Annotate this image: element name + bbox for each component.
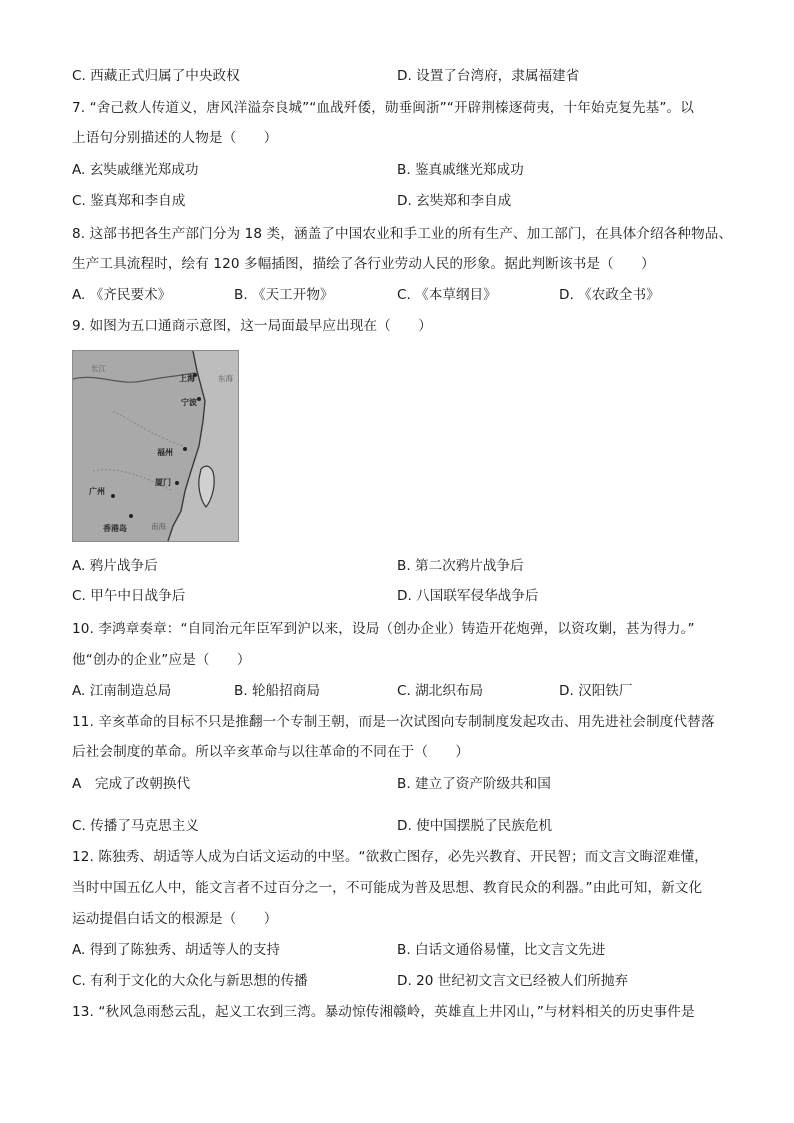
- q11-option-c[interactable]: C. 传播了马克思主义: [72, 818, 199, 834]
- q12-stem-line-2: 当时中国五亿人中，能文言者不过百分之一，不可能成为普及思想、教育民众的利器。”由此可知，新文化: [72, 880, 703, 896]
- map-label-ningbo: 宁波: [181, 398, 197, 407]
- q8-option-b[interactable]: B. 《天工开物》: [234, 287, 334, 303]
- q12-stem-line-1: 12. 陈独秀、胡适等人成为白话文运动的中坚。“欲救亡图存，必先兴教育、开民智；而文言文晦涩难懂，: [72, 849, 709, 865]
- map-label-hongkong: 香港岛: [103, 524, 127, 533]
- map-label-xiamen: 厦门: [155, 478, 171, 487]
- q6-option-d[interactable]: D. 设置了台湾府，隶属福建省: [397, 68, 580, 84]
- q8-option-a[interactable]: A. 《齐民要术》: [72, 287, 172, 303]
- q10-option-d[interactable]: D. 汉阳铁厂: [559, 683, 633, 699]
- q9-option-c[interactable]: C. 甲午中日战争后: [72, 588, 186, 604]
- map-label-shanghai: 上海: [179, 374, 195, 383]
- q12-option-b[interactable]: B. 白话文通俗易懂，比文言文先进: [397, 942, 606, 958]
- q12-stem-line-3: 运动提倡白话文的根源是（ ）: [72, 911, 278, 927]
- q12-option-a[interactable]: A. 得到了陈独秀、胡适等人的支持: [72, 942, 281, 958]
- q10-stem-line-1: 10. 李鸿章奏章：“自同治元年臣军到沪以来，设局（创办企业）铸造开花炮弹，以资攻剿，甚为得力。”: [72, 621, 695, 637]
- five-ports-map: [72, 350, 239, 542]
- map-label-south-sea: 南海: [151, 522, 166, 531]
- q7-option-b[interactable]: B. 鉴真戚继光郑成功: [397, 162, 524, 178]
- q8-stem-line-1: 8. 这部书把各生产部门分为 18 类，涵盖了中国农业和手工业的所有生产、加工部门，在具体介绍各种物品、: [72, 226, 733, 242]
- q9-option-a[interactable]: A. 鸦片战争后: [72, 558, 158, 574]
- q10-option-c[interactable]: C. 湖北织布局: [397, 683, 484, 699]
- q12-option-c[interactable]: C. 有利于文化的大众化与新思想的传播: [72, 973, 308, 989]
- q7-option-d[interactable]: D. 玄奘郑和李自成: [397, 193, 512, 209]
- q11-option-d[interactable]: D. 使中国摆脱了民族危机: [397, 818, 553, 834]
- q8-option-c[interactable]: C. 《本草纲目》: [397, 287, 497, 303]
- q11-stem-line-1: 11. 辛亥革命的目标不只是推翻一个专制王朝，而是一次试图向专制制度发起攻击、用先进社会制度代替落: [72, 714, 715, 730]
- q11-option-b[interactable]: B. 建立了资产阶级共和国: [397, 776, 551, 792]
- q11-stem-line-2: 后社会制度的革命。所以辛亥革命与以往革命的不同在于（ ）: [72, 744, 470, 760]
- q9-option-b[interactable]: B. 第二次鸦片战争后: [397, 558, 524, 574]
- q8-option-d[interactable]: D. 《农政全书》: [559, 287, 660, 303]
- map-label-fuzhou: 福州: [157, 448, 173, 457]
- map-label-river: 长江: [91, 364, 106, 373]
- map-label-east-sea: 东海: [218, 374, 233, 383]
- q11-option-a[interactable]: A 完成了改朝换代: [72, 776, 191, 792]
- q10-option-b[interactable]: B. 轮船招商局: [234, 683, 320, 699]
- q10-option-a[interactable]: A. 江南制造总局: [72, 683, 172, 699]
- q8-stem-line-2: 生产工具流程时，绘有 120 多幅插图，描绘了各行业劳动人民的形象。据此判断该书是（ ）: [72, 256, 655, 272]
- q13-stem-line-1: 13. “秋风急雨愁云乱，起义工农到三湾。暴动惊传湘赣岭，英雄直上井冈山，”与材料相关的历史事件是: [72, 1004, 695, 1020]
- map-label-guangzhou: 广州: [89, 487, 105, 496]
- q7-option-c[interactable]: C. 鉴真郑和李自成: [72, 193, 186, 209]
- q9-stem: 9. 如图为五口通商示意图，这一局面最早应出现在（ ）: [72, 318, 432, 334]
- q7-stem-line-1: 7. “舍己救人传道义，唐风洋溢奈良城”“血战歼倭，勋垂闽浙”“开辟荆榛逐荷夷，十年始克复先基”。以: [72, 100, 694, 116]
- q10-stem-line-2: 他“创办的企业”应是（ ）: [72, 652, 251, 668]
- q7-option-a[interactable]: A. 玄奘戚继光郑成功: [72, 162, 199, 178]
- q6-option-c[interactable]: C. 西藏正式归属了中央政权: [72, 68, 240, 84]
- q12-option-d[interactable]: D. 20 世纪初文言文已经被人们所抛弃: [397, 973, 629, 989]
- q9-option-d[interactable]: D. 八国联军侵华战争后: [397, 588, 539, 604]
- q7-stem-line-2: 上语句分别描述的人物是（ ）: [72, 130, 278, 146]
